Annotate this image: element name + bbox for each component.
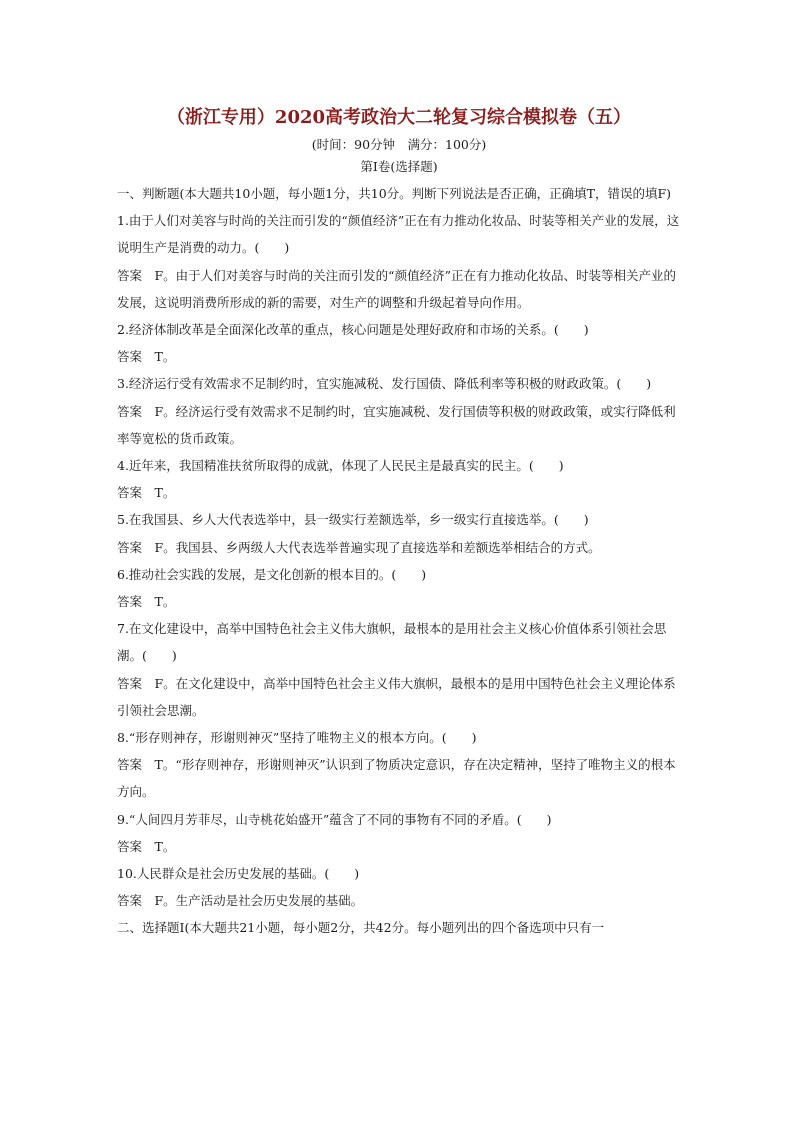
answer-text: 答案 T。“形存则神存，形谢则神灭”认识到了物质决定意识，存在决定精神，坚持了唯物主义的根本方向。 xyxy=(117,757,676,800)
answer-text: 答案 T。 xyxy=(117,594,176,610)
page-title: （浙江专用）2020高考政治大二轮复习综合模拟卷（五） xyxy=(166,107,632,128)
answer-text: 答案 F。由于人们对美容与时尚的关注而引发的“颜值经济”正在有力推动化妆品、时装等相关产业的发展，这说明消费所形成的新的需要，对生产的调整和升级起着导向作用。 xyxy=(117,267,676,310)
question-text: 7.在文化建设中，高举中国特色社会主义伟大旗帜，最根本的是用社会主义核心价值体系引领社会思潮。( ) xyxy=(117,621,667,664)
answer-text: 答案 T。 xyxy=(117,485,176,501)
answer-text: 答案 F。我国县、乡两级人大代表选举普遍实现了直接选举和差额选举相结合的方式。 xyxy=(117,539,601,555)
question-text: 8.“形存则神存，形谢则神灭”坚持了唯物主义的根本方向。( ) xyxy=(117,730,477,746)
question-text: 5.在我国县、乡人大代表选举中，县一级实行差额选举，乡一级实行直接选举。( ) xyxy=(117,512,589,528)
answer-text: 答案 F。经济运行受有效需求不足制约时，宜实施减税、发行国债等积极的财政政策，或实行降低利率等宽松的货币政策。 xyxy=(117,403,676,446)
section-heading: 二、选择题Ⅰ(本大题共21小题，每小题2分，共42分。每小题列出的四个备选项中只有一 xyxy=(117,920,605,936)
volume-heading: 第Ⅰ卷(选择题) xyxy=(360,159,438,174)
section-heading: 一、判断题(本大题共10小题，每小题1分，共10分。判断下列说法是否正确，正确填T，错误的填F) xyxy=(117,186,672,201)
question-text: 10.人民群众是社会历史发展的基础。( ) xyxy=(117,866,360,882)
question-text: 9.“人间四月芳菲尽，山寺桃花始盛开”蕴含了不同的事物有不同的矛盾。( ) xyxy=(117,811,552,827)
question-text: 3.经济运行受有效需求不足制约时，宜实施减税、发行国债、降低利率等积极的财政政策。( ) xyxy=(117,376,652,392)
answer-text: 答案 T。 xyxy=(117,838,176,854)
question-text: 2.经济体制改革是全面深化改革的重点，核心问题是处理好政府和市场的关系。( ) xyxy=(117,322,589,338)
question-text: 1.由于人们对美容与时尚的关注而引发的“颜值经济”正在有力推动化妆品、时装等相关产业的发展，这说明生产是消费的动力。( ) xyxy=(117,213,680,256)
question-text: 6.推动社会实践的发展，是文化创新的根本目的。( ) xyxy=(117,566,427,582)
answer-text: 答案 F。生产活动是社会历史发展的基础。 xyxy=(117,893,364,909)
answer-text: 答案 T。 xyxy=(117,349,176,365)
answer-text: 答案 F。在文化建设中，高举中国特色社会主义伟大旗帜，最根本的是用中国特色社会主义理论体系引领社会思潮。 xyxy=(117,675,676,718)
question-text: 4.近年来，我国精准扶贫所取得的成就，体现了人民民主是最真实的民主。( ) xyxy=(117,458,564,474)
exam-meta: (时间：90分钟 满分：100分) xyxy=(311,137,487,152)
